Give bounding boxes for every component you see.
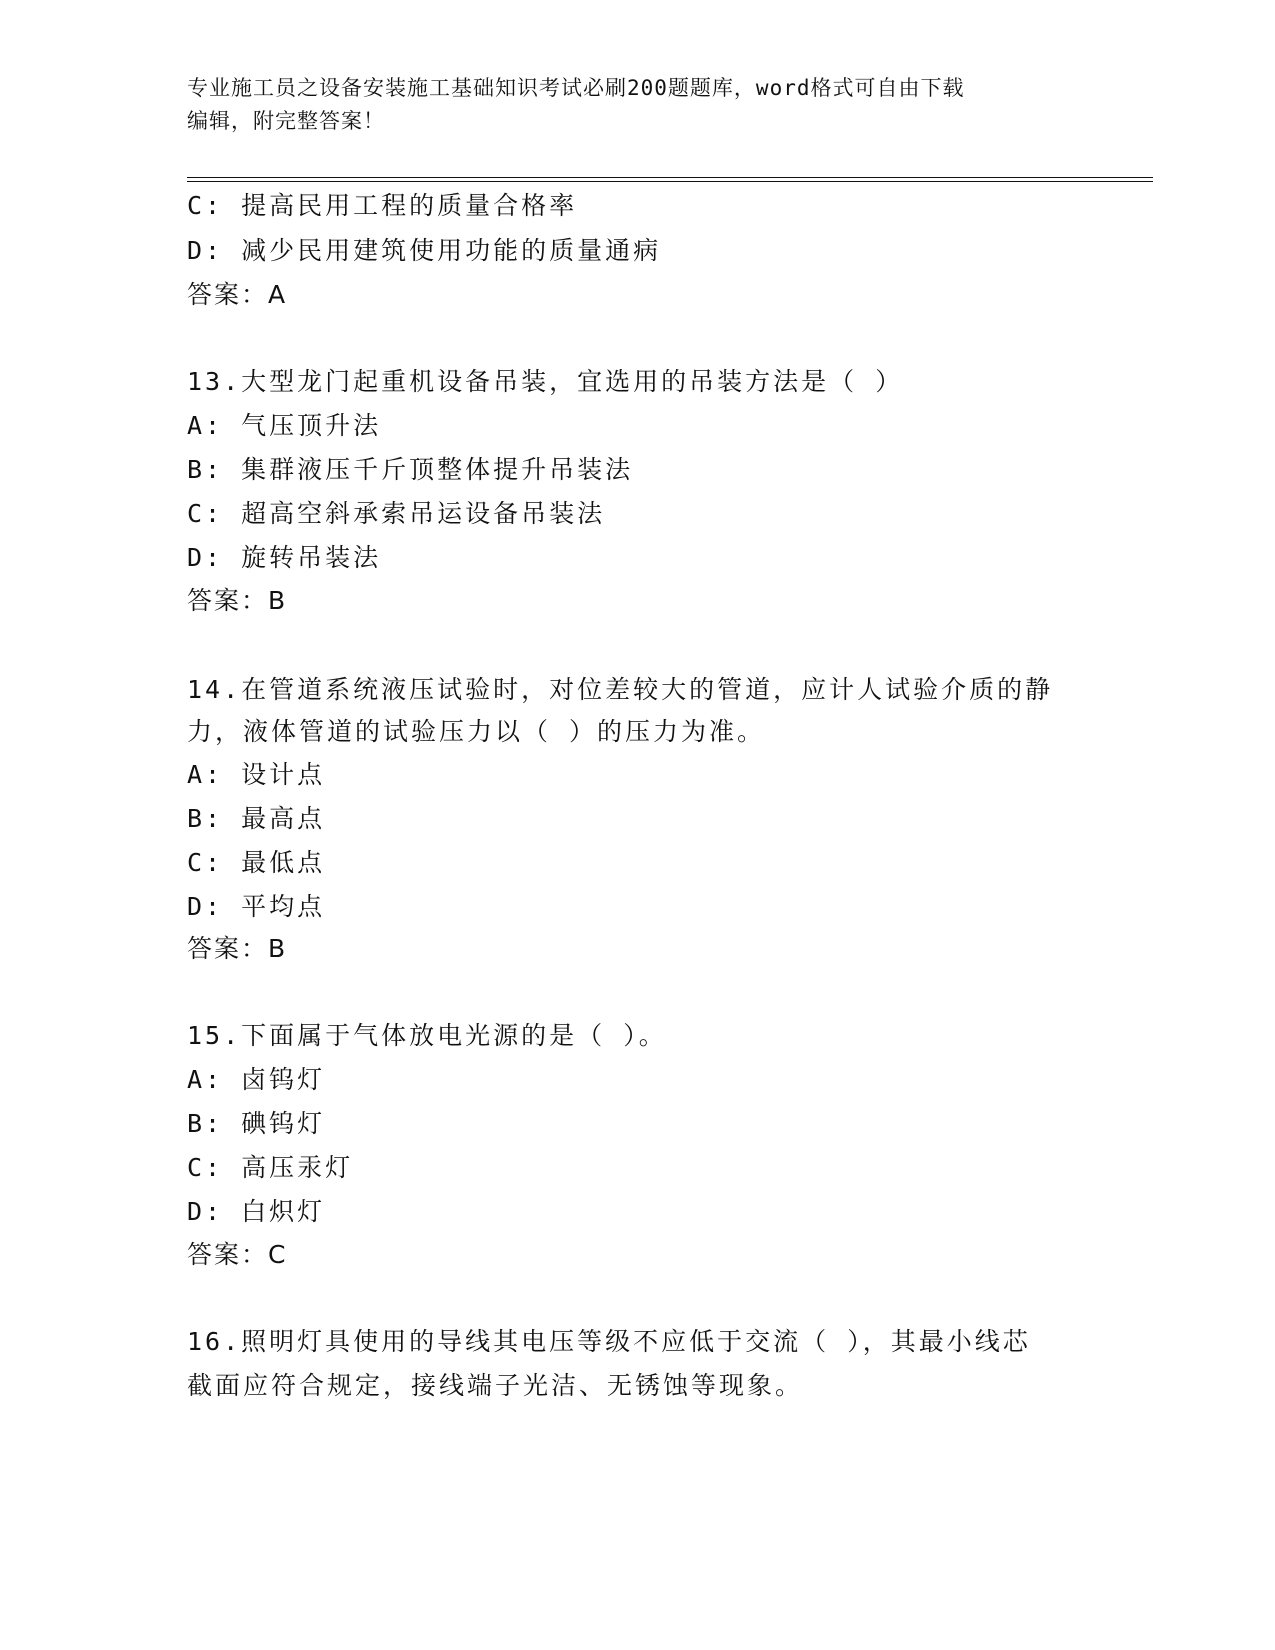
q14-answer: 答案：B <box>187 934 288 963</box>
q15-option-c: C: 高压汞灯 <box>187 1153 354 1182</box>
q13-option-a: A: 气压顶升法 <box>187 411 382 440</box>
q13-option-c: C: 超高空斜承索吊运设备吊装法 <box>187 499 606 528</box>
q14-option-d: D: 平均点 <box>187 892 326 921</box>
header-title-line-1: 专业施工员之设备安装施工基础知识考试必刷200题题库，word格式可自由下载 <box>187 76 965 100</box>
q15-option-a: A: 卤钨灯 <box>187 1065 326 1094</box>
q15-answer: 答案：C <box>187 1240 288 1269</box>
q14-option-c: C: 最低点 <box>187 848 326 877</box>
header-divider <box>187 177 1153 182</box>
q13-option-b: B: 集群液压千斤顶整体提升吊装法 <box>187 455 634 484</box>
document-header <box>187 72 1087 138</box>
q16-stem-line-1: 16.照明灯具使用的导线其电压等级不应低于交流（ ），其最小线芯 <box>187 1327 1031 1356</box>
q13-answer: 答案：B <box>187 586 288 615</box>
q14-option-a: A: 设计点 <box>187 760 326 789</box>
q16-stem-line-2: 截面应符合规定，接线端子光洁、无锈蚀等现象。 <box>187 1371 804 1400</box>
q14-stem-line-1: 14.在管道系统液压试验时，对位差较大的管道，应计人试验介质的静 <box>187 675 1054 704</box>
q12-answer: 答案：A <box>187 280 288 309</box>
q13-stem: 13.大型龙门起重机设备吊装，宜选用的吊装方法是（ ） <box>187 367 904 396</box>
q14-option-b: B: 最高点 <box>187 804 326 833</box>
q12-option-d: D: 减少民用建筑使用功能的质量通病 <box>187 236 662 265</box>
q12-option-c: C: 提高民用工程的质量合格率 <box>187 191 578 220</box>
q13-option-d: D: 旋转吊装法 <box>187 543 382 572</box>
q15-option-b: B: 碘钨灯 <box>187 1109 326 1138</box>
q14-stem-line-2: 力，液体管道的试验压力以（ ）的压力为准。 <box>187 717 766 746</box>
q15-option-d: D: 白炽灯 <box>187 1197 326 1226</box>
q15-stem: 15.下面属于气体放电光源的是（ ）。 <box>187 1021 667 1050</box>
header-title-line-2: 编辑，附完整答案！ <box>187 109 385 133</box>
